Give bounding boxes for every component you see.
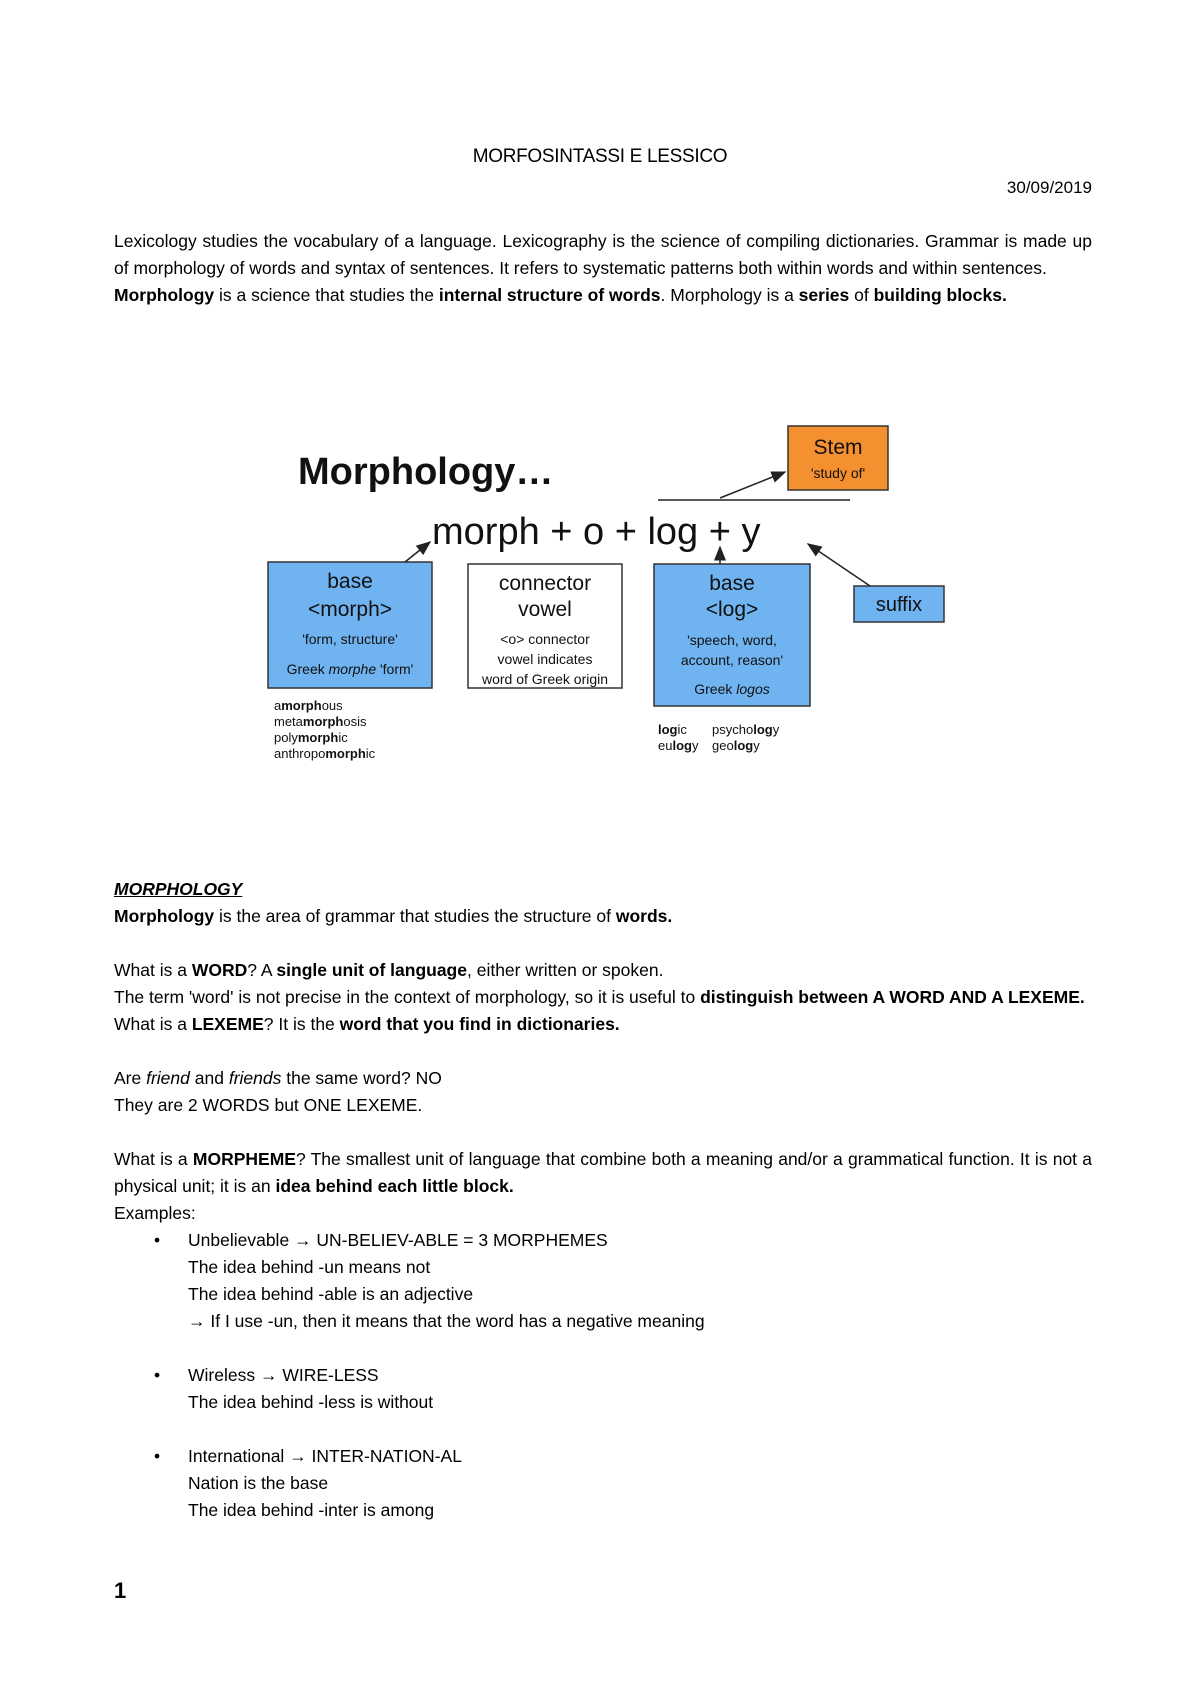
morphology-diagram <box>250 416 955 772</box>
document-title: MORFOSINTASSI E LESSICO <box>472 146 728 167</box>
page-number: 1 <box>114 1578 127 1603</box>
base-morph-title: base <box>327 570 373 593</box>
connector-line-1: <o> connector <box>500 631 590 647</box>
base-log-tag: <log> <box>705 598 759 621</box>
base-log-greek: Greek logos <box>694 681 770 697</box>
example-logic: logic <box>658 722 687 737</box>
intro-paragraph: Lexicology studies the vocabulary of a language. Lexicography is the science of compiling dictionaries. Grammar is made up of morphology of words and syntax of sentences. It refers to systematic patterns both within words and within sentences. <box>114 231 1092 278</box>
base-log-gloss-2: account, reason' <box>680 652 784 668</box>
morphology-section <box>114 876 1092 1524</box>
list-item: • International → INTER-NATION-AL Nation is the base The idea behind -inter is among <box>154 1446 462 1520</box>
connector-title-1: connector <box>498 572 592 595</box>
examples-list <box>114 1227 1092 1524</box>
examples-label: Examples: <box>114 1203 196 1223</box>
section-heading: MORPHOLOGY <box>114 879 243 899</box>
connector-title-2: vowel <box>518 598 572 621</box>
friend-question: Are friend and friends the same word? NO <box>114 1068 442 1088</box>
list-item: • Wireless → WIRE-LESS The idea behind -less is without <box>154 1365 434 1412</box>
base-morph-tag: <morph> <box>307 598 393 621</box>
example-anthropomorphic: anthropomorphic <box>274 746 376 761</box>
base-morph-arrow <box>405 542 430 562</box>
two-words-statement: They are 2 WORDS but ONE LEXEME. <box>114 1095 423 1115</box>
base-log-gloss-1: 'speech, word, <box>687 632 777 648</box>
example-geology: geology <box>712 738 760 753</box>
word-question: What is a WORD? A single unit of language, either written or spoken. <box>114 960 664 980</box>
stem-arrow <box>720 472 785 498</box>
connector-line-2: vowel indicates <box>497 651 593 667</box>
diagram-title: Morphology… <box>298 451 554 493</box>
term-word-paragraph: The term 'word' is not precise in the context of morphology, so it is useful to distinguish between A WORD AND A LEXEME. <box>114 987 1085 1007</box>
stem-box-sub: 'study of' <box>810 465 866 481</box>
suffix-box-label: suffix <box>875 594 923 616</box>
example-metamorphosis: metamorphosis <box>274 714 367 729</box>
morphology-definition-paragraph: Morphology is a science that studies the internal structure of words. Morphology is a series of building blocks. <box>114 285 1007 305</box>
base-morph-greek: Greek morphe 'form' <box>286 661 414 677</box>
base-morph-gloss: 'form, structure' <box>302 631 398 647</box>
example-polymorphic: polymorphic <box>274 730 348 745</box>
base-log-title: base <box>709 572 755 595</box>
morphology-area-definition: Morphology is the area of grammar that studies the structure of words. <box>114 906 673 926</box>
morpheme-question: What is a MORPHEME? The smallest unit of language that combine both a meaning and/or a grammatical function. It is not a physical unit; it is an idea behind each little block. <box>114 1149 1092 1196</box>
suffix-arrow <box>808 544 870 586</box>
intro-section <box>114 228 1092 309</box>
document-date: 30/09/2019 <box>1006 178 1092 197</box>
example-psychology: psychology <box>712 722 780 737</box>
lexeme-question: What is a LEXEME? It is the word that you find in dictionaries. <box>114 1014 620 1034</box>
list-item: • Unbelievable → UN-BELIEV-ABLE = 3 MORPHEMES The idea behind -un means not The idea behind -able is an adjective → If I use -un, then it means that the word has a negative meaning <box>154 1230 705 1331</box>
example-amorphous: amorphous <box>274 698 343 713</box>
example-eulogy: eulogy <box>658 738 699 753</box>
stem-box-title: Stem <box>813 436 863 459</box>
diagram-equation: morph + o + log + y <box>432 511 761 553</box>
connector-line-3: word of Greek origin <box>481 671 609 687</box>
